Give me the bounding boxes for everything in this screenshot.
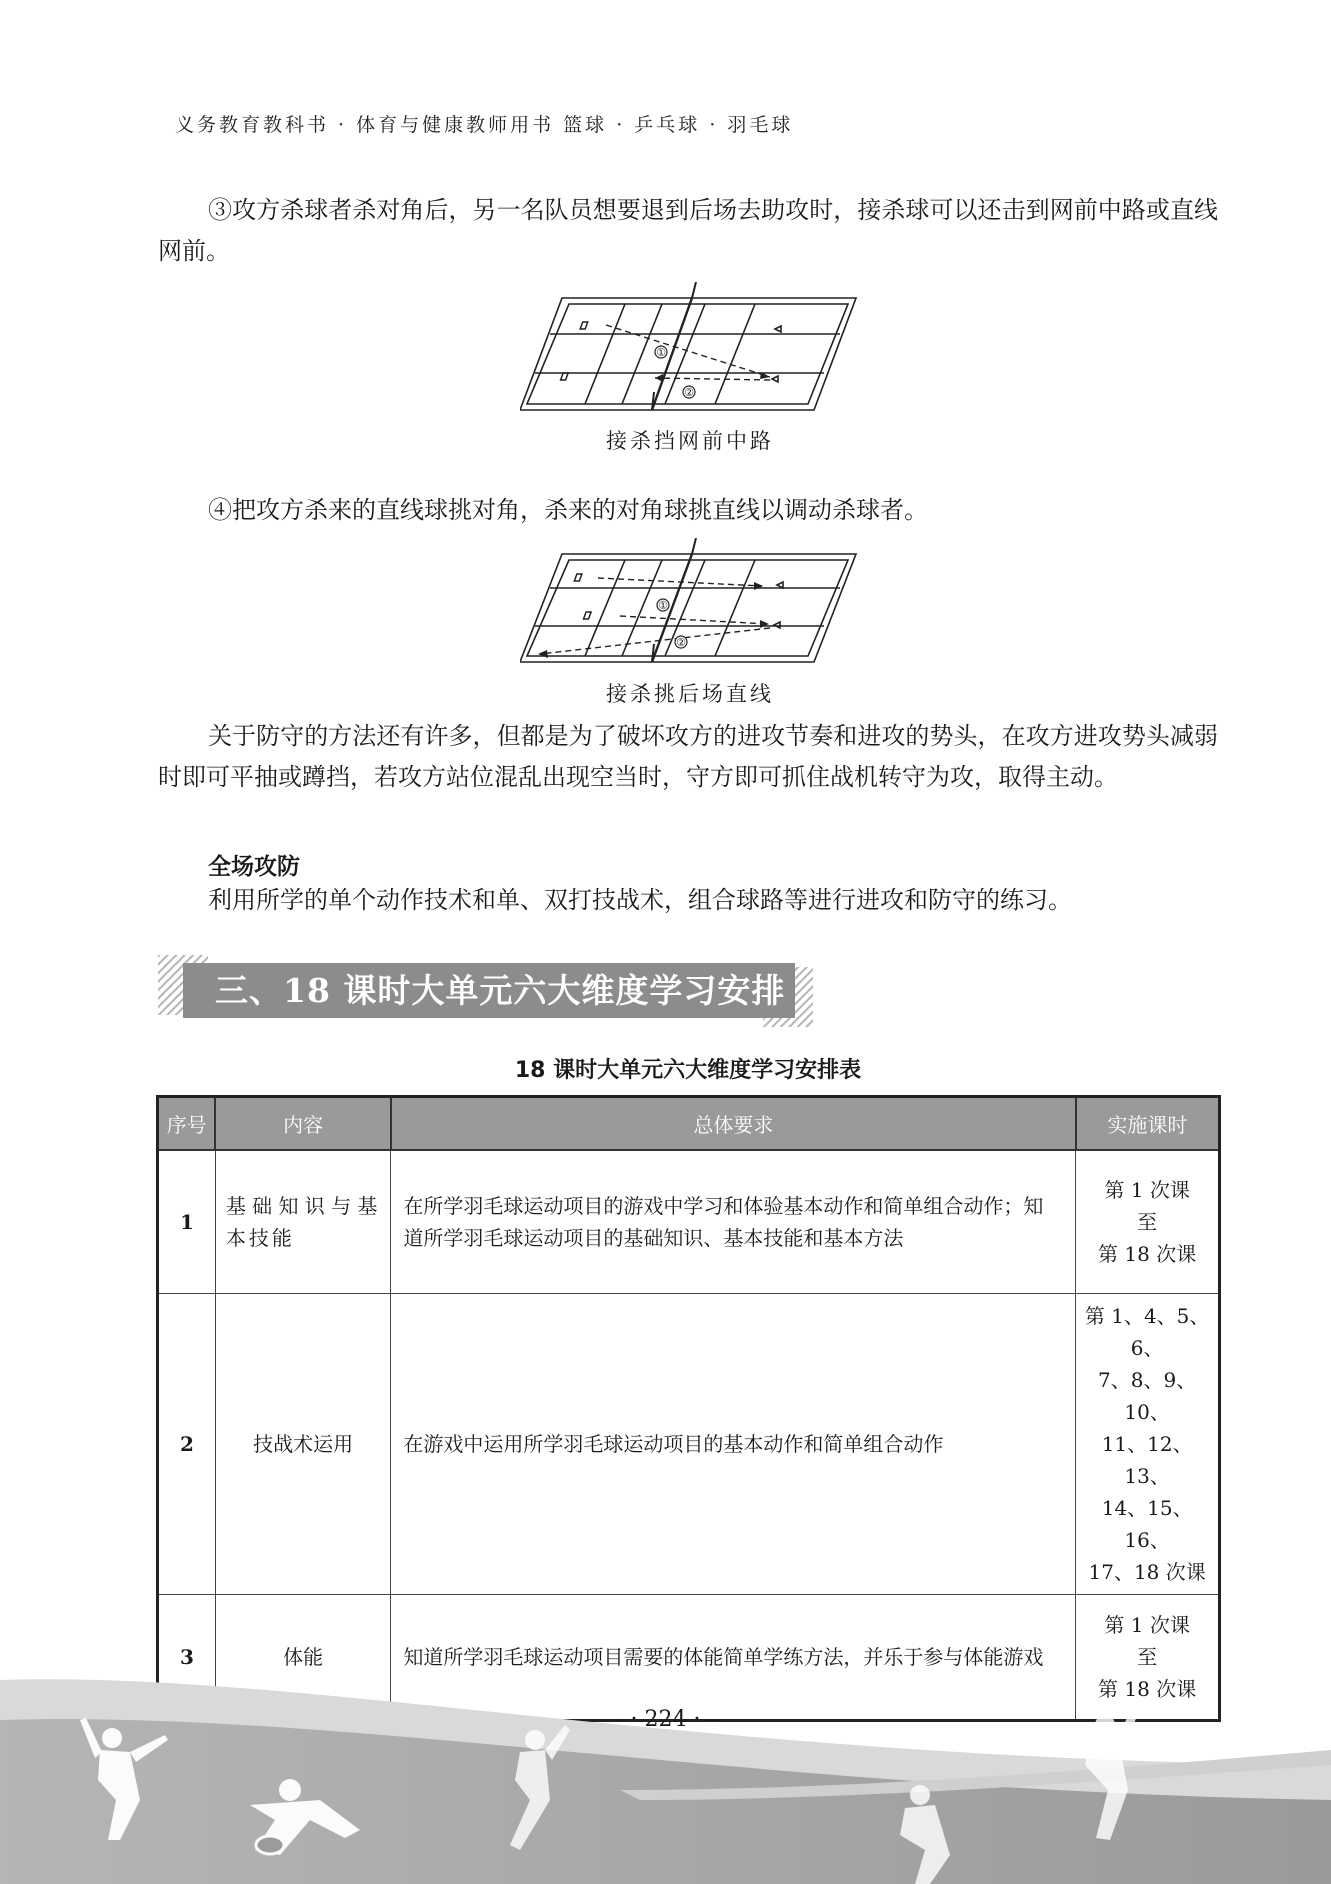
route-label-1: ① (656, 346, 666, 359)
row-content: 技战术运用 (215, 1293, 391, 1594)
subheading-full-court: 全场攻防 (208, 854, 300, 880)
time-line: 14、15、16、 (1101, 1495, 1193, 1552)
row-requirement: 在游戏中运用所学羽毛球运动项目的基本动作和简单组合动作 (391, 1293, 1076, 1594)
opponent-marker-b (772, 376, 778, 382)
route-label-2: ② (676, 636, 686, 649)
paragraph-defense-4: ④把攻方杀来的直线球挑对角，杀来的对角球挑直线以调动杀球者。 (208, 496, 928, 524)
player-marker-b (561, 373, 569, 380)
table-title: 18 课时大单元六大维度学习安排表 (514, 1058, 862, 1083)
opponent-marker-a (777, 582, 783, 588)
running-header: 义务教育教科书 · 体育与健康教师用书 篮球 · 乒乓球 · 羽毛球 (175, 114, 794, 136)
shot-path-3 (540, 628, 770, 654)
paragraph-full-court: 利用所学的单个动作技术和单、双打技战术，组合球路等进行进攻和防守的练习。 (208, 886, 1072, 914)
route-label-2: ② (684, 386, 694, 399)
row-time (1076, 1150, 1220, 1293)
time-line: 11、12、13、 (1101, 1431, 1193, 1488)
shot-path-2 (620, 616, 768, 624)
court-diagram-2 (520, 538, 860, 668)
figure-1-caption: 接杀挡网前中路 (606, 429, 774, 453)
header-num: 序号 (158, 1097, 216, 1151)
time-line: 7、8、9、10、 (1098, 1367, 1197, 1424)
row-num: 1 (158, 1150, 216, 1293)
time-line: 第 18 次课 (1098, 1241, 1197, 1266)
opponent-marker-a (775, 326, 781, 332)
row-num: 3 (158, 1594, 216, 1720)
page-number: – · 224 · – (612, 1707, 719, 1732)
row-requirement: 在所学羽毛球运动项目的游戏中学习和体验基本动作和简单组合动作；知道所学羽毛球运动项目的基础知识、基本技能和基本方法 (391, 1150, 1076, 1293)
player-marker-b (584, 612, 592, 619)
shot-path-1 (606, 325, 770, 377)
row-content: 体能 (215, 1594, 391, 1720)
table-row (158, 1150, 1220, 1293)
row-content: 基础知识与基本技能 (215, 1150, 391, 1293)
player-marker-a (574, 574, 582, 581)
row-requirement: 知道所学羽毛球运动项目需要的体能简单学练方法，并乐于参与体能游戏 (391, 1594, 1076, 1720)
time-line: 至 (1137, 1209, 1158, 1234)
row-time (1076, 1293, 1220, 1594)
time-line: 第 1、4、5、6、 (1084, 1303, 1210, 1360)
time-line: 第 1 次课 (1104, 1177, 1190, 1202)
header-requirement: 总体要求 (391, 1097, 1076, 1151)
header-content: 内容 (215, 1097, 391, 1151)
section-title: 三、18 课时大单元六大维度学习安排 (183, 963, 795, 1018)
time-line: 第 1 次课 (1104, 1612, 1190, 1637)
table-header-row (158, 1097, 1220, 1151)
section-banner (158, 955, 828, 1025)
player-marker-a (580, 322, 588, 329)
figure-2-caption: 接杀挑后场直线 (606, 682, 774, 706)
court-diagram-1 (520, 280, 860, 420)
route-label-1: ① (658, 599, 668, 612)
time-line: 第 18 次课 (1098, 1676, 1197, 1701)
court-outline (520, 554, 856, 662)
opponent-marker-b (774, 622, 780, 628)
footer-decoration (0, 1640, 1331, 1884)
time-line: 17、18 次课 (1088, 1559, 1206, 1584)
header-time: 实施课时 (1076, 1097, 1220, 1151)
paragraph-defense-3: ③攻方杀球者杀对角后，另一名队员想要退到后场去助攻时，接杀球可以还击到网前中路或直线网前。 (158, 196, 1218, 265)
learning-plan-table (156, 1095, 1221, 1722)
paragraph-defense-summary: 关于防守的方法还有许多，但都是为了破坏攻方的进攻节奏和进攻的势头，在攻方进攻势头减弱时即可平抽或蹲挡，若攻方站位混乱出现空当时，守方即可抓住战机转守为攻，取得主动。 (158, 722, 1218, 791)
time-line: 至 (1137, 1644, 1158, 1669)
table-row (158, 1293, 1220, 1594)
shot-path-2 (655, 378, 770, 380)
row-num: 2 (158, 1293, 216, 1594)
